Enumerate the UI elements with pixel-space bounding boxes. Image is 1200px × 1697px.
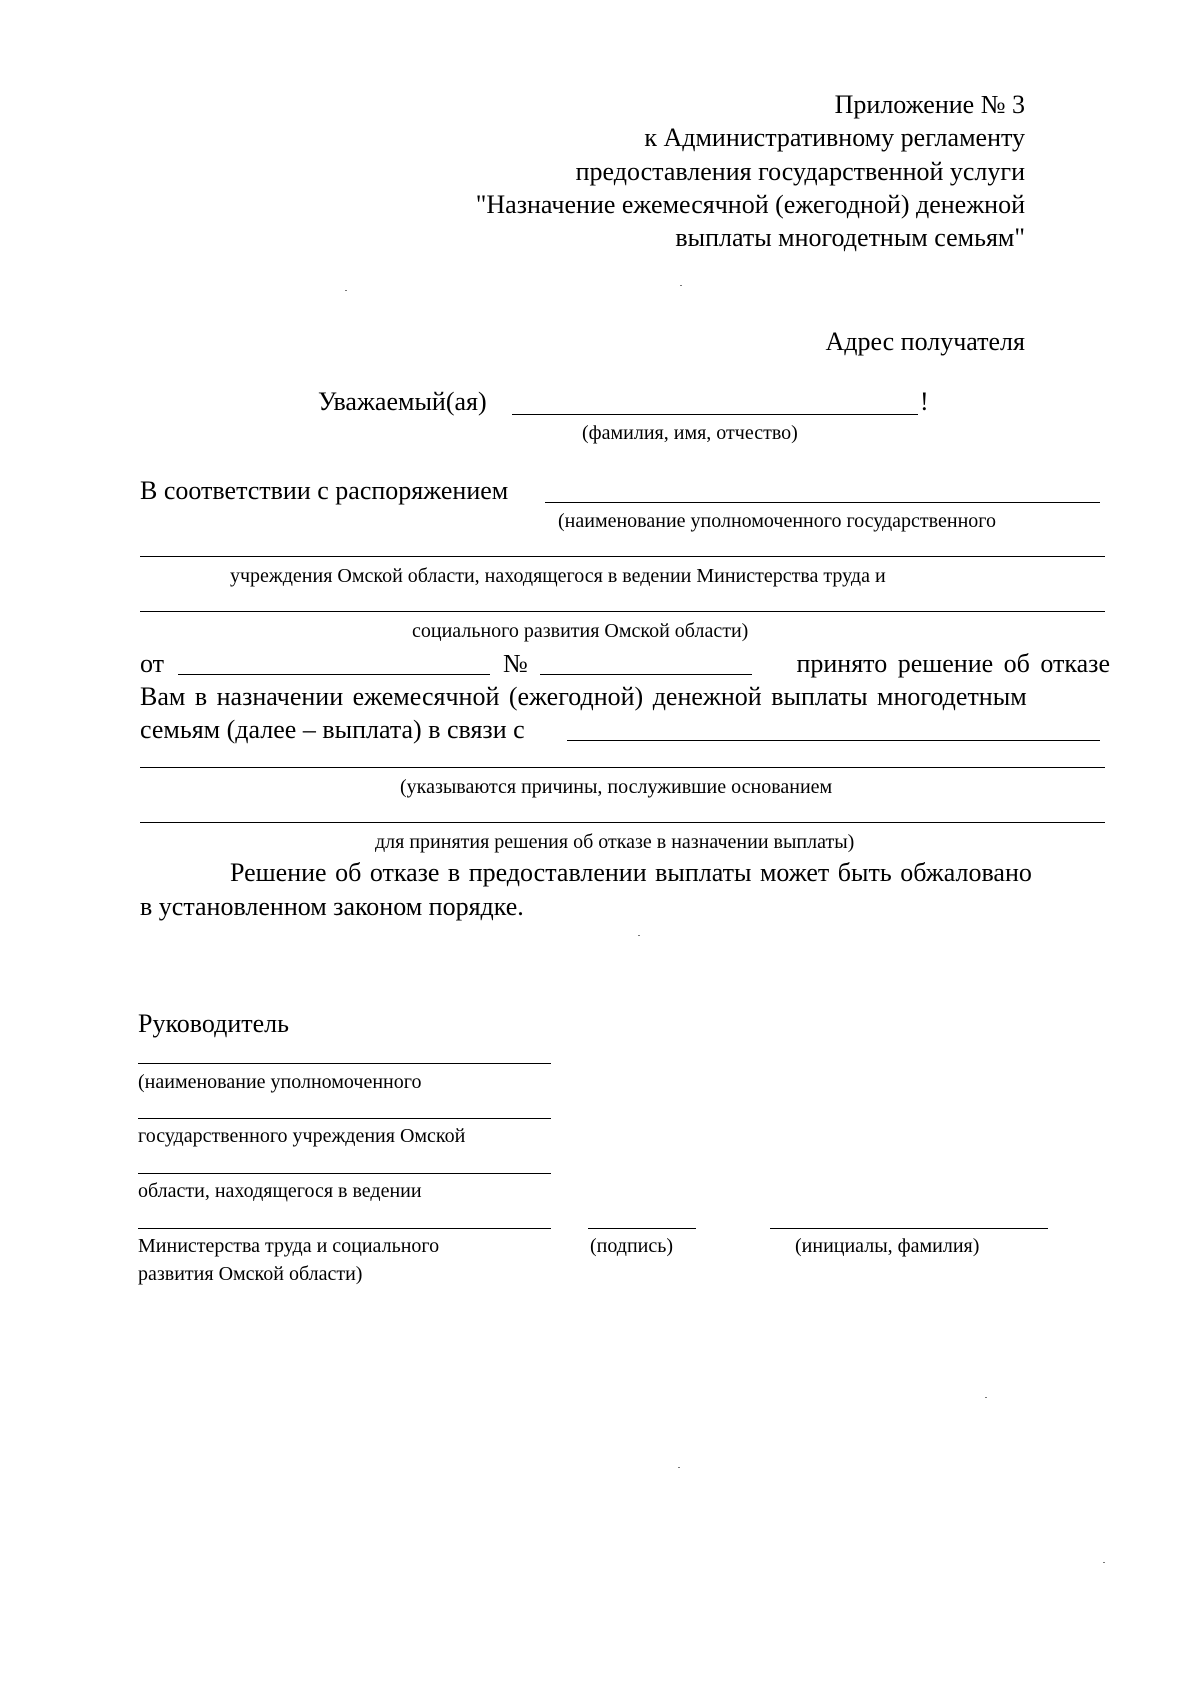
signatory-caption-2: государственного учреждения Омской: [138, 1125, 466, 1147]
appeal-line-2: в установленном законом порядке.: [140, 892, 524, 921]
recipient-address-label: Адрес получателя: [825, 327, 1025, 356]
order-caption-3: социального развития Омской области): [412, 620, 749, 642]
appeal-line-1: Решение об отказе в предоставлении выплаты может быть обжаловано: [230, 858, 1032, 887]
scan-speck: [680, 285, 682, 286]
greeting-prefix: Уважаемый(ая): [318, 387, 487, 416]
fullname-blank-line: [512, 414, 918, 415]
scan-speck: [985, 1397, 987, 1398]
org-blank-line-1: [140, 556, 1105, 557]
scan-speck: [345, 290, 347, 291]
signatory-blank-line-4: [138, 1228, 551, 1229]
initials-blank-line: [770, 1228, 1048, 1229]
signatory-caption-1: (наименование уполномоченного: [138, 1071, 422, 1093]
order-caption-1: (наименование уполномоченного государственного: [558, 510, 996, 532]
scan-speck: [1103, 1562, 1105, 1563]
scan-speck: [638, 935, 640, 936]
decision-line-2: Вам в назначении ежемесячной (ежегодной) денежной выплаты многодетным: [140, 682, 1027, 711]
signatory-caption-5: развития Омской области): [138, 1263, 363, 1285]
date-prefix: от: [140, 649, 165, 678]
signature-caption: (подпись): [590, 1235, 674, 1257]
reason-blank-line-2: [140, 767, 1105, 768]
signatory-caption-4: Министерства труда и социального: [138, 1235, 440, 1257]
appendix-service: предоставления государственной услуги: [575, 157, 1025, 186]
appendix-number: Приложение № 3: [834, 90, 1025, 119]
reason-blank-line-3: [140, 822, 1105, 823]
fullname-caption: (фамилия, имя, отчество): [582, 422, 798, 444]
signatory-caption-3: области, находящегося в ведении: [138, 1180, 422, 1202]
date-blank-line: [178, 674, 490, 675]
org-blank-line-2: [140, 611, 1105, 612]
reason-caption-1: (указываются причины, послужившие основанием: [400, 776, 833, 798]
signature-blank-line: [588, 1228, 696, 1229]
reason-blank-line-1: [567, 740, 1100, 741]
greeting-exclamation: !: [920, 387, 929, 416]
signatory-blank-line-2: [138, 1118, 551, 1119]
decision-line-3: семьям (далее – выплата) в связи с: [140, 715, 525, 744]
order-blank-line: [545, 502, 1100, 503]
initials-caption: (инициалы, фамилия): [795, 1235, 980, 1257]
order-intro: В соответствии с распоряжением: [140, 476, 509, 505]
signatory-blank-line-3: [138, 1173, 551, 1174]
signatory-title: Руководитель: [138, 1009, 289, 1038]
appendix-service-title-2: выплаты многодетным семьям": [675, 223, 1025, 252]
appendix-reference: к Административному регламенту: [644, 123, 1025, 152]
decision-text: принято решение об отказе: [796, 649, 1110, 678]
order-caption-2: учреждения Омской области, находящегося в ведении Министерства труда и: [230, 565, 886, 587]
appendix-service-title-1: "Назначение ежемесячной (ежегодной) денежной: [475, 190, 1025, 219]
number-blank-line: [540, 674, 752, 675]
scan-speck: [678, 1467, 680, 1468]
reason-caption-2: для принятия решения об отказе в назначении выплаты): [375, 831, 855, 853]
signatory-blank-line-1: [138, 1063, 551, 1064]
number-sign: №: [503, 649, 528, 678]
